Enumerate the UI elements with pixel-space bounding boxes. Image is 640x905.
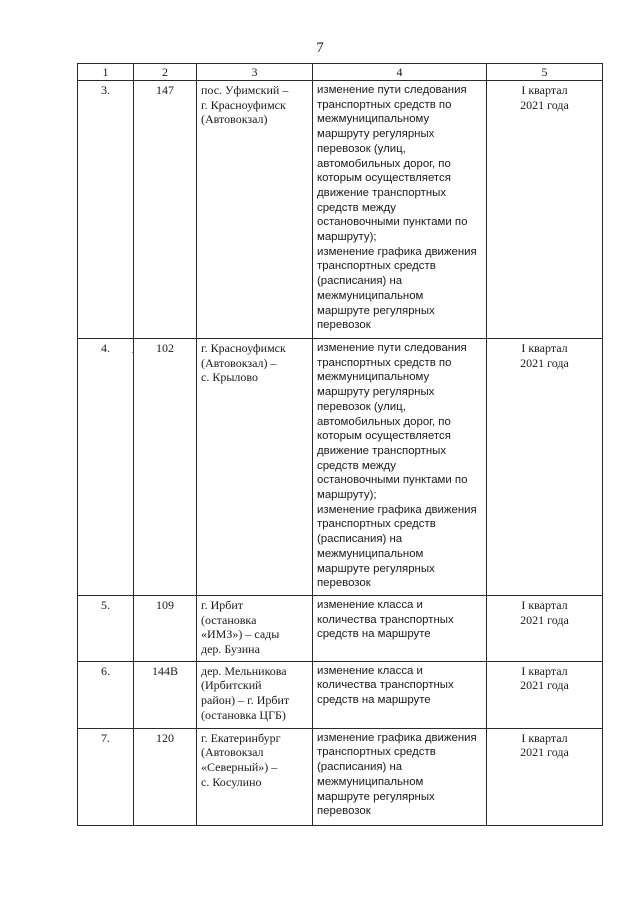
change-description-line: изменение графика движения [317,245,477,258]
table-body [78,81,603,826]
route-name-line: дер. Бузина [201,642,260,657]
change-description-line: движение транспортных [317,186,447,199]
change-description-cell [313,595,487,661]
change-description-line: межмуниципальном [317,547,424,560]
change-description-line: маршруте регулярных [317,790,435,803]
change-description-line: перевозок (улиц, [317,400,406,413]
change-description-line: изменение графика движения [317,503,477,516]
change-description-line: транспортных средств по [317,98,452,111]
route-name-line: г. Ирбит [201,597,244,612]
change-description-line: маршруту регулярных [317,128,435,141]
route-name-line: с. Крылово [201,370,258,385]
change-description-line: межмуниципальному [317,371,430,384]
change-description-line: изменение класса и [317,598,423,611]
deadline-line: I квартал [521,730,568,745]
deadline-cell [487,81,603,339]
page-number: 7 [316,40,324,56]
deadline-cell [487,728,603,825]
change-description-line: (расписания) на [317,761,403,774]
change-description-line: маршруте регулярных [317,562,435,575]
row-number-cell: 4. [78,339,134,596]
route-name-line: г. Красноуфимск [201,97,286,112]
deadline-line: I квартал [521,83,568,97]
deadline-cell [487,661,603,728]
route-name-line: дер. Мельникова [201,663,287,678]
change-description-line: изменение пути следования [317,84,467,96]
change-description-line: маршруту); [317,231,377,244]
change-description-line: которым осуществляется [317,172,451,185]
row-number-cell: 3. [78,81,134,339]
deadline-line: 2021 года [520,97,569,112]
change-description-line: средств на маршруте [317,628,431,641]
table-header-row [78,64,603,81]
route-name-line: пос. Уфимский – [201,83,289,97]
deadline-line: I квартал [521,341,568,355]
deadline-cell [487,595,603,661]
route-number-cell: 120 [134,728,197,825]
route-name-line: г. Екатеринбург [201,730,281,745]
change-description-line: транспортных средств [317,746,436,759]
change-description-line: количества транспортных [317,613,454,626]
change-description-line: перевозок [317,577,371,590]
change-description-cell [313,339,487,596]
route-name-line: (остановка [201,612,257,627]
route-name-cell [197,728,313,825]
route-name-line: (Автовокзал) – [201,355,277,370]
change-description-line: маршруте регулярных [317,304,435,317]
change-description-cell [313,728,487,825]
change-description-line: межмуниципальном [317,289,424,302]
route-name-line: (Автовокзал [201,745,264,760]
row-number-cell: 7. [78,728,134,825]
route-name-line: «ИМЗ») – сады [201,627,280,642]
change-description-line: которым осуществляется [317,430,451,443]
change-description-line: средств на маршруте [317,694,431,707]
table-row [78,339,603,596]
change-description-line: остановочными пунктами по [317,216,468,229]
change-description-line: межмуниципальном [317,775,424,788]
change-description-line: перевозок [317,319,371,332]
change-description-line: средств между [317,201,396,214]
change-description-line: межмуниципальному [317,113,430,126]
change-description-line: перевозок [317,805,371,818]
route-name-line: район) – г. Ирбит [201,693,290,708]
change-description-line: (расписания) на [317,275,403,288]
change-description-line: средств между [317,459,396,472]
change-description-line: остановочными пунктами по [317,474,468,487]
change-description-line: автомобильных дорог, по [317,415,451,428]
route-name-line: «Северный») – [201,760,278,775]
route-name-cell [197,595,313,661]
deadline-line: 2021 года [520,745,569,760]
change-description-line: изменение графика движения [317,731,477,744]
table-row [78,81,603,339]
deadline-line: 2021 года [520,612,569,627]
route-name-line: (Автовокзал) [201,112,268,127]
table-row [78,661,603,728]
header-col-1: 1 [78,64,134,81]
route-name-cell [197,81,313,339]
change-description-line: движение транспортных [317,444,447,457]
change-description-cell [313,81,487,339]
row-number-cell: 5. [78,595,134,661]
change-description-line: транспортных средств [317,518,436,531]
route-name-cell [197,661,313,728]
route-number-cell: 109 [134,595,197,661]
routes-table [77,63,603,826]
change-description-line: автомобильных дорог, по [317,157,451,170]
deadline-line: 2021 года [520,678,569,693]
header-col-2: 2 [134,64,197,81]
deadline-line: I квартал [521,597,568,612]
header-col-4: 4 [313,64,487,81]
route-name-line: с. Косулино [201,774,262,789]
route-number-cell: 147 [134,81,197,339]
change-description-line: маршруту); [317,489,377,502]
deadline-line: I квартал [521,663,568,678]
deadline-line: 2021 года [520,355,569,370]
change-description-line: изменение пути следования [317,342,467,354]
change-description-line: изменение класса и [317,664,423,677]
change-description-line: транспортных средств [317,260,436,273]
change-description-line: маршруту регулярных [317,386,435,399]
header-col-5: 5 [487,64,603,81]
route-number-cell: 144В [134,661,197,728]
route-name-line: г. Красноуфимск [201,341,286,355]
route-name-line: (остановка ЦГБ) [201,707,286,722]
route-name-cell [197,339,313,596]
deadline-cell [487,339,603,596]
route-name-line: (Ирбитский [201,678,262,693]
change-description-line: количества транспортных [317,679,454,692]
route-number-cell: 102 [134,339,197,596]
change-description-line: (расписания) на [317,533,403,546]
change-description-cell [313,661,487,728]
header-col-3: 3 [197,64,313,81]
change-description-line: перевозок (улиц, [317,142,406,155]
scan-mark: · [131,348,135,359]
table-row [78,595,603,661]
table-row [78,728,603,825]
row-number-cell: 6. [78,661,134,728]
change-description-line: транспортных средств по [317,356,452,369]
